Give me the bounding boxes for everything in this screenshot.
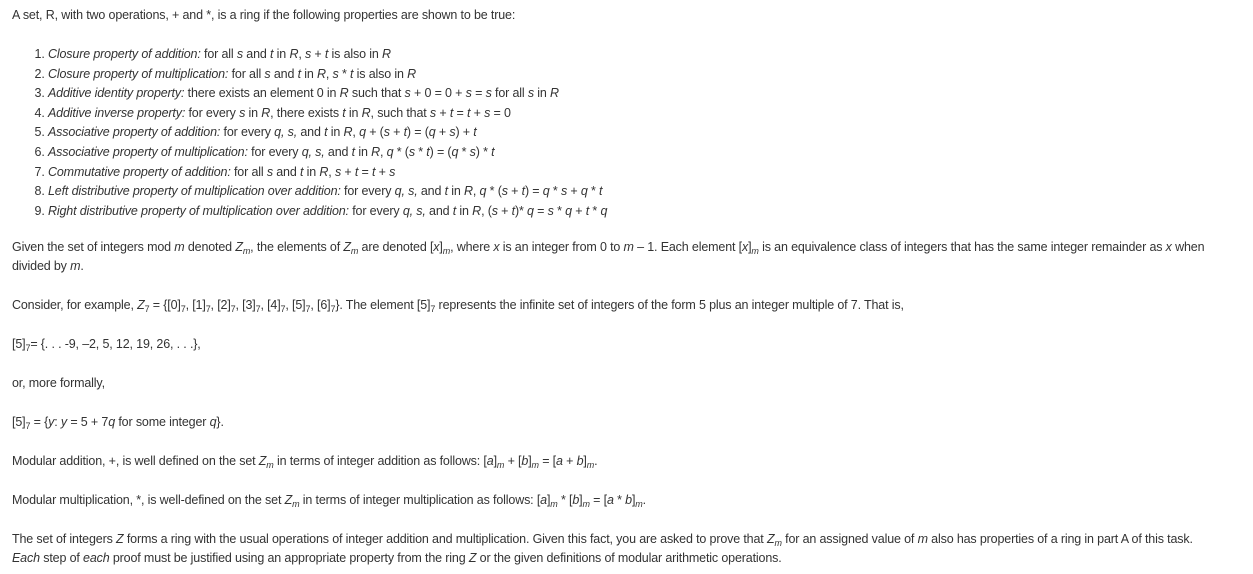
text-segment: + [571, 203, 586, 218]
italic-text: t [444, 184, 448, 199]
text-segment: = [453, 105, 467, 120]
text-segment: when divided by [12, 240, 1205, 274]
text-segment: , [1] [185, 298, 206, 313]
text-segment: + [562, 454, 577, 469]
text-segment: for all [228, 66, 265, 81]
text-segment: A set, [12, 8, 46, 22]
text-segment: is an integer from 0 to [499, 240, 624, 255]
text-segment: : [54, 415, 61, 430]
ring-property-item [48, 202, 1212, 222]
italic-text: t [300, 164, 304, 179]
ring-property-item [48, 163, 1212, 183]
ring-property-item [48, 65, 1212, 85]
italic-text: t [354, 164, 359, 179]
body-paragraph [12, 491, 1212, 510]
italic-text: Z [116, 532, 124, 547]
text-segment: ] [546, 493, 551, 508]
text-segment: in [456, 203, 473, 218]
subscript-text: m [635, 499, 643, 510]
text-segment: . [642, 493, 646, 508]
italic-text: t [351, 144, 355, 159]
text-segment: in [447, 184, 464, 199]
italic-text: s [527, 86, 534, 101]
italic-text: s [266, 164, 273, 179]
italic-text: s [429, 105, 437, 120]
italic-text: q [451, 144, 459, 159]
italic-text: q, s, [274, 125, 298, 140]
subscript-text: m [774, 538, 782, 549]
text-segment: + [375, 164, 390, 179]
intro-paragraph [12, 6, 1212, 25]
text-segment: Modular multiplication, *, is well-defined on the set [12, 493, 285, 508]
text-segment: = [ [538, 454, 556, 469]
text-segment: for an assigned value of [781, 532, 918, 547]
text-segment: , such that [370, 105, 430, 120]
text-segment: + [567, 184, 581, 199]
text-segment: denoted [184, 240, 236, 255]
subscript-text: m [266, 460, 274, 471]
italic-text: t [350, 66, 354, 81]
italic-text: b [576, 454, 584, 469]
text-segment: for all [491, 86, 528, 101]
text-segment: * ( [486, 184, 502, 199]
italic-text: s [408, 144, 415, 159]
italic-text: R [463, 184, 473, 199]
text-segment: + ( [365, 125, 384, 140]
italic-text: s [469, 144, 476, 159]
subscript-text: m [582, 499, 590, 510]
italic-text: R [261, 105, 271, 120]
subscript-text: m [531, 460, 539, 471]
italic-text: s [449, 125, 456, 140]
italic-text: x [493, 240, 500, 255]
italic-text: q [479, 184, 487, 199]
text-segment: in [245, 105, 262, 120]
italic-text: Z [258, 454, 267, 469]
italic-text: b [572, 493, 580, 508]
italic-text: q [542, 184, 550, 199]
text-segment: = {. . . -9, –2, 5, 12, 19, 26, . . .}, [30, 337, 201, 352]
text-segment: [5] [12, 415, 26, 430]
italic-text: R [339, 86, 349, 101]
italic-text: R [317, 66, 326, 81]
text-segment: ] [583, 454, 587, 469]
italic-text: t [371, 164, 376, 179]
text-segment: Given the set of integers mod [12, 240, 175, 255]
subscript-text: 7 [280, 304, 286, 315]
body-paragraph [12, 452, 1212, 471]
italic-text: t [449, 105, 454, 120]
text-segment: for every [348, 203, 403, 218]
italic-text: s [560, 184, 568, 199]
text-segment: * [338, 66, 351, 81]
text-segment: * [613, 493, 626, 508]
italic-text: s [304, 47, 312, 61]
text-segment: ] [748, 240, 752, 255]
text-segment: is an equivalence class of integers that has the same integer remainder as [758, 240, 1166, 255]
text-segment: + [435, 125, 450, 140]
text-segment: = 0 [490, 105, 511, 120]
text-segment: + [470, 105, 485, 120]
italic-text: q [386, 144, 394, 159]
italic-text: R [550, 86, 559, 101]
text-segment: proof must be justified using an appropriate property from the ring [109, 551, 469, 566]
text-segment: ) = ( [406, 125, 429, 140]
text-segment: ] [528, 454, 532, 469]
text-segment: in [273, 47, 290, 61]
text-segment: = { [30, 415, 49, 430]
italic-text: Additive identity property: [48, 86, 185, 101]
italic-text: t [473, 125, 477, 140]
body-paragraph [12, 374, 1212, 393]
text-segment: + [389, 125, 404, 140]
italic-text: R [382, 47, 391, 61]
subscript-text: 7 [205, 304, 211, 315]
text-segment: , [298, 47, 305, 61]
text-segment: is also in [328, 47, 382, 61]
text-segment: in [327, 125, 344, 140]
subscript-text: m [550, 499, 558, 510]
italic-text: m [70, 259, 81, 274]
text-segment: ] [631, 493, 636, 508]
italic-text: s [547, 203, 554, 218]
text-segment: [5] [12, 337, 26, 352]
italic-text: t [585, 203, 590, 218]
subscript-text: m [496, 460, 505, 471]
italic-text: t [511, 203, 515, 218]
italic-text: s [334, 164, 342, 179]
italic-text: Additive inverse property: [48, 105, 186, 120]
italic-text: R [371, 144, 380, 159]
text-segment: , [5] [285, 298, 306, 313]
ring-property-item [48, 123, 1212, 143]
subscript-text: 7 [430, 304, 436, 315]
text-segment: = [471, 86, 486, 101]
text-segment: in terms of integer multiplication as follows: [ [299, 493, 541, 508]
text-segment: or the given definitions of modular arithmetic operations. [476, 551, 782, 566]
italic-text: t [342, 105, 346, 120]
italic-text: Z [468, 551, 477, 566]
text-segment: such that [348, 86, 405, 101]
text-segment: + 0 = 0 + [410, 86, 466, 101]
italic-text: Each [12, 551, 40, 566]
subscript-text: 7 [330, 304, 336, 315]
text-segment: there exists an element 0 in [184, 86, 340, 101]
text-segment: }. [216, 415, 224, 430]
italic-text: Associative property of addition: [48, 125, 221, 140]
italic-text: t [270, 47, 274, 61]
text-segment: Modular addition, +, is well defined on the set [12, 454, 259, 469]
italic-text: R [319, 164, 329, 179]
text-segment: = {[0] [149, 298, 181, 313]
text-segment: ) * [475, 144, 492, 159]
subscript-text: 7 [144, 304, 150, 315]
italic-text: s [484, 105, 491, 120]
text-segment: ) = [524, 184, 543, 199]
subscript-text: m [442, 246, 451, 257]
body-paragraph [12, 530, 1212, 568]
text-segment: * [553, 203, 566, 218]
text-segment: and [297, 125, 325, 140]
text-segment: in [355, 144, 372, 159]
text-segment: The set of integers [12, 532, 117, 547]
italic-text: R [472, 203, 482, 218]
text-segment: for every [220, 125, 275, 140]
italic-text: s [465, 86, 472, 101]
text-segment: for every [247, 144, 302, 159]
italic-text: t [297, 66, 301, 81]
text-segment: = [358, 164, 372, 179]
italic-text: a [540, 493, 547, 508]
text-segment: + [507, 184, 522, 199]
text-segment: . [80, 259, 84, 274]
text-segment: * [458, 144, 470, 159]
italic-text: q [580, 184, 588, 199]
italic-text: Closure property of addition: [48, 47, 201, 61]
text-segment: in terms of integer addition as follows: [ [273, 454, 487, 469]
italic-text: R [407, 66, 417, 81]
text-segment: , ( [481, 203, 492, 218]
body-paragraph [12, 238, 1212, 276]
italic-text: Commutative property of addition: [48, 164, 231, 179]
text-segment: in [303, 164, 320, 179]
italic-text: q, s, [402, 203, 426, 218]
subscript-text: 7 [230, 304, 236, 315]
italic-text: Z [766, 532, 775, 547]
text-segment: * [589, 203, 601, 218]
body-paragraph [12, 413, 1212, 432]
italic-text: Associative property of multiplication: [48, 144, 248, 159]
text-segment: ) = ( [429, 144, 452, 159]
italic-text: t [426, 144, 430, 159]
text-segment: ] [579, 493, 583, 508]
subscript-text: m [586, 460, 595, 471]
italic-text: s [264, 66, 271, 81]
body-paragraph [12, 335, 1212, 354]
italic-text: Left distributive property of multiplication over addition: [48, 184, 341, 199]
italic-text: s [389, 164, 396, 179]
ring-property-item [48, 45, 1212, 65]
text-segment: for some integer [115, 415, 210, 430]
italic-text: b [625, 493, 632, 508]
italic-text: q [359, 125, 366, 140]
text-segment: Consider, for example, [12, 298, 138, 313]
subscript-text: 7 [25, 421, 31, 432]
text-segment: or, more formally, [12, 376, 105, 391]
subscript-text: 7 [255, 304, 261, 315]
text-segment: , [2] [210, 298, 231, 313]
ring-property-item [48, 182, 1212, 202]
text-segment: step of [39, 551, 84, 566]
text-segment: for all [230, 164, 267, 179]
text-segment: = [ [589, 493, 607, 508]
italic-text: Z [235, 240, 243, 255]
text-segment: – 1. Each element [ [633, 240, 742, 255]
italic-text: s [239, 105, 246, 120]
italic-text: s [404, 86, 411, 101]
text-segment: + [341, 164, 355, 179]
text-segment: , [4] [260, 298, 281, 313]
text-segment: , [472, 184, 480, 199]
text-segment: = [533, 203, 548, 218]
text-segment: ] [493, 454, 497, 469]
text-segment: ] [439, 240, 443, 255]
italic-text: s [501, 184, 508, 199]
italic-text: t [452, 203, 457, 218]
text-segment: , with two operations, + and *, is a ring if the following properties are shown to be true: [54, 8, 516, 22]
text-segment: and [270, 66, 298, 81]
text-segment: + [311, 47, 325, 61]
italic-text: each [83, 551, 110, 566]
text-segment: in [533, 86, 551, 101]
text-segment: * [ [557, 493, 573, 508]
text-segment: , the elements of [250, 240, 344, 255]
italic-text: t [403, 125, 407, 140]
italic-text: x [741, 240, 749, 255]
text-segment: represents the infinite set of integers of the form 5 plus an integer multiple of 7. That is, [435, 298, 904, 313]
italic-text: a [486, 454, 494, 469]
italic-text: s [485, 86, 492, 101]
italic-text: q [209, 415, 217, 430]
italic-text: q [527, 203, 534, 218]
italic-text: Right distributive property of multiplication over addition: [48, 203, 349, 218]
italic-text: t [324, 125, 328, 140]
italic-text: s [236, 47, 243, 61]
text-segment: also has properties of a ring in part A of this task. [927, 532, 1193, 547]
subscript-text: 7 [180, 304, 186, 315]
text-segment: * [414, 144, 427, 159]
italic-text: q, s, [301, 144, 325, 159]
text-segment: and [272, 164, 300, 179]
italic-text: Z [284, 493, 293, 508]
text-segment: = 5 + 7 [67, 415, 109, 430]
italic-text: R [343, 125, 353, 140]
italic-text: R [361, 105, 371, 120]
text-segment: is also in [353, 66, 408, 81]
text-segment: * [587, 184, 600, 199]
text-segment: for all [200, 47, 237, 61]
italic-text: q, s, [394, 184, 418, 199]
text-segment: for every [340, 184, 395, 199]
text-segment: . [594, 454, 598, 469]
text-segment: + [497, 203, 512, 218]
italic-text: q [428, 125, 436, 140]
text-segment: )* [514, 203, 528, 218]
ring-property-item [48, 84, 1212, 104]
text-segment: , [3] [235, 298, 256, 313]
italic-text: Z [137, 298, 145, 313]
text-segment: , there exists [270, 105, 343, 120]
italic-text: y [48, 415, 55, 430]
italic-text: x [1165, 240, 1172, 255]
text-segment: and [425, 203, 453, 218]
italic-text: x [433, 240, 440, 255]
subscript-text: 7 [25, 343, 31, 354]
italic-text: q [108, 415, 116, 430]
subscript-text: m [350, 246, 359, 257]
text-segment: , [328, 164, 335, 179]
text-segment: and [417, 184, 445, 199]
text-segment: + [ [504, 454, 522, 469]
italic-text: s [383, 125, 390, 140]
text-segment: , [352, 125, 360, 140]
italic-text: s [332, 66, 339, 81]
italic-text: q [565, 203, 572, 218]
italic-text: b [521, 454, 529, 469]
text-segment: R [45, 8, 55, 22]
text-segment: and [242, 47, 271, 61]
italic-text: t [466, 105, 471, 120]
text-segment: in [345, 105, 362, 120]
italic-text: t [491, 144, 495, 159]
italic-text: y [60, 415, 68, 430]
text-segment: , [325, 66, 333, 81]
italic-text: Closure property of multiplication: [48, 66, 229, 81]
italic-text: q [600, 203, 608, 218]
italic-text: s [491, 203, 498, 218]
text-segment: , where [450, 240, 494, 255]
text-segment: and [324, 144, 352, 159]
text-segment: , [6] [310, 298, 331, 313]
text-segment: are denoted [ [358, 240, 434, 255]
text-segment: ) + [455, 125, 474, 140]
text-segment: * [549, 184, 561, 199]
italic-text: t [324, 47, 329, 61]
body-paragraphs [12, 238, 1212, 568]
text-segment: + [436, 105, 450, 120]
text-segment: in [300, 66, 317, 81]
italic-text: Z [343, 240, 351, 255]
italic-text: m [623, 240, 634, 255]
italic-text: a [556, 454, 563, 469]
text-segment: }. The element [5] [335, 298, 431, 313]
subscript-text: m [292, 499, 300, 510]
subscript-text: 7 [305, 304, 311, 315]
italic-text: t [599, 184, 603, 199]
ring-property-item [48, 143, 1212, 163]
text-segment: , [379, 144, 387, 159]
subscript-text: m [242, 246, 251, 257]
subscript-text: m [751, 246, 759, 257]
ring-property-item [48, 104, 1212, 124]
body-paragraph [12, 296, 1212, 315]
italic-text: t [521, 184, 525, 199]
text-segment: for every [185, 105, 240, 120]
text-segment: forms a ring with the usual operations of integer addition and multiplication. Given this fact, you are asked to prove that [123, 532, 767, 547]
italic-text: a [606, 493, 614, 508]
italic-text: m [174, 240, 185, 255]
ring-properties-list [12, 45, 1212, 221]
italic-text: m [917, 532, 928, 547]
italic-text: R [289, 47, 299, 61]
text-segment: * ( [393, 144, 409, 159]
